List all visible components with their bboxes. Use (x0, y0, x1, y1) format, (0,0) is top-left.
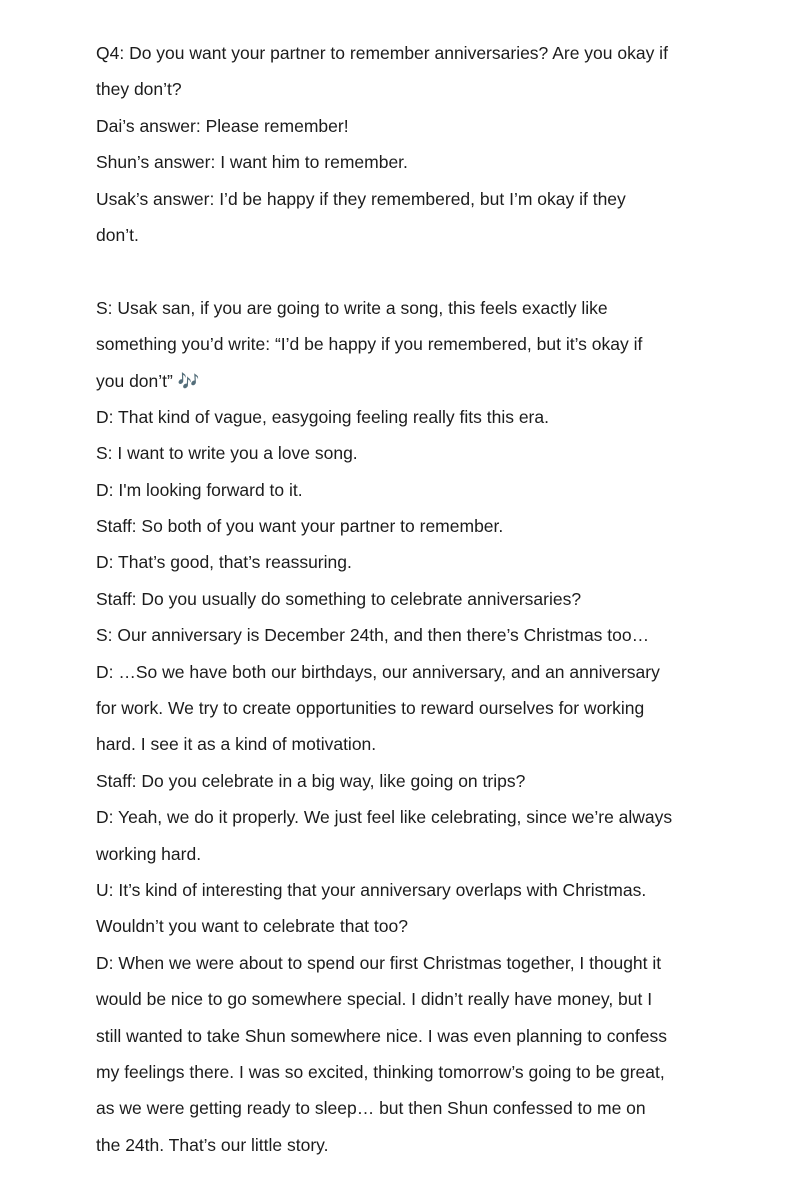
text-line: for work. We try to create opportunities to reward ourselves for working (96, 698, 645, 719)
text-line: don’t. (96, 224, 139, 245)
text-line: hard. I see it as a kind of motivation. (96, 734, 377, 755)
text-line: my feelings there. I was so excited, thinking tomorrow’s going to be great, (96, 1061, 665, 1082)
text-line: Shun’s answer: I want him to remember. (96, 152, 408, 173)
text-line: D: Yeah, we do it properly. We just feel like celebrating, since we’re always (96, 807, 673, 828)
text-line: S: I want to write you a love song. (96, 443, 358, 464)
text-line: something you’d write: “I’d be happy if you remembered, but it’s okay if (96, 334, 643, 355)
text-line: Wouldn’t you want to celebrate that too? (96, 916, 408, 937)
text-line: S: Usak san, if you are going to write a song, this feels exactly like (96, 297, 608, 318)
document-body (96, 35, 736, 1163)
text-line: Q4: Do you want your partner to remember anniversaries? Are you okay if (96, 43, 668, 63)
text-line: D: That kind of vague, easygoing feeling really fits this era. (96, 406, 549, 427)
text-line: still wanted to take Shun somewhere nice. I was even planning to confess (96, 1025, 668, 1046)
paragraph-spacer (96, 253, 736, 289)
text-line: Staff: Do you usually do something to celebrate anniversaries? (96, 588, 582, 609)
text-line: S: Our anniversary is December 24th, and then there’s Christmas too… (96, 625, 650, 646)
text-line: as we were getting ready to sleep… but then Shun confessed to me on (96, 1098, 646, 1119)
text-line: U: It’s kind of interesting that your anniversary overlaps with Christmas. (96, 879, 647, 900)
text-line: they don’t? (96, 79, 182, 100)
text-line: Staff: So both of you want your partner to remember. (96, 516, 504, 537)
text-line: the 24th. That’s our little story. (96, 1134, 329, 1155)
text-line: D: That’s good, that’s reassuring. (96, 552, 352, 573)
text-line: would be nice to go somewhere special. I didn’t really have money, but I (96, 989, 653, 1010)
text-line: working hard. (96, 843, 202, 864)
text-line: Usak’s answer: I’d be happy if they remembered, but I’m okay if they (96, 188, 626, 209)
text-line: you don’t” 🎶 (96, 370, 200, 391)
text-line: D: …So we have both our birthdays, our anniversary, and an anniversary (96, 661, 660, 682)
text-line: Dai’s answer: Please remember! (96, 115, 349, 136)
text-line: D: I'm looking forward to it. (96, 479, 303, 500)
text-line: Staff: Do you celebrate in a big way, like going on trips? (96, 770, 526, 791)
text-line: D: When we were about to spend our first Christmas together, I thought it (96, 952, 662, 973)
